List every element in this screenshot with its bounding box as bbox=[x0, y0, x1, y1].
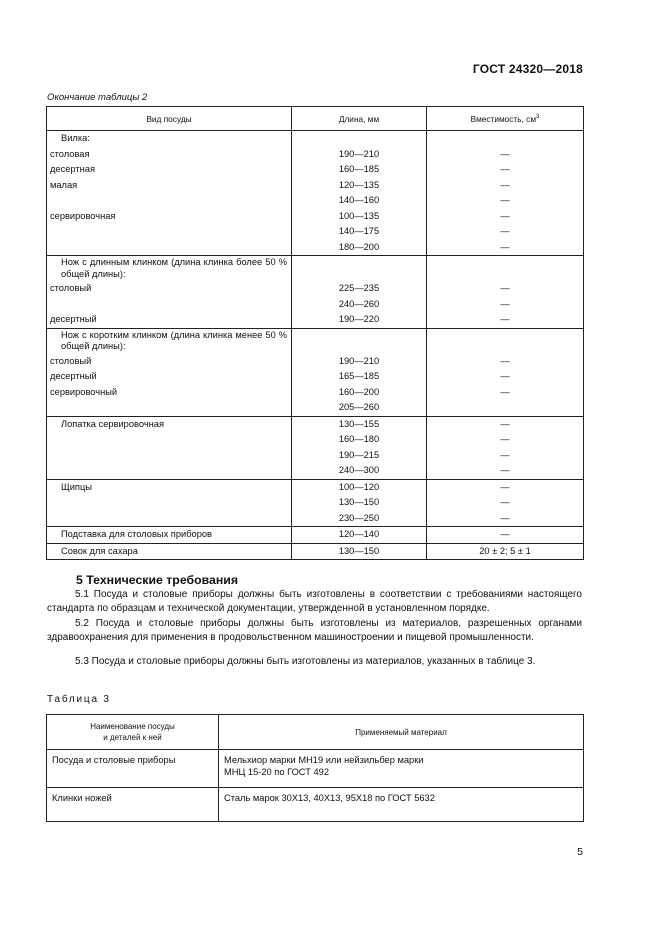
length-cell: 190—215 bbox=[292, 448, 427, 464]
table-3 bbox=[46, 714, 584, 822]
length-cell: 240—300 bbox=[292, 463, 427, 479]
length-cell bbox=[292, 131, 427, 147]
item-name-cell: Щипцы bbox=[47, 479, 292, 495]
table-row bbox=[47, 400, 584, 416]
col-header-capacity: Вместимость, $см^3$ bbox=[427, 107, 584, 131]
table-row bbox=[47, 162, 584, 178]
capacity-cell: — bbox=[427, 147, 584, 163]
item-name-cell: Лопатка сервировочная bbox=[47, 416, 292, 432]
table3-header-row bbox=[47, 715, 584, 750]
length-cell: 160—200 bbox=[292, 385, 427, 401]
capacity-cell: — bbox=[427, 511, 584, 527]
col-header-item-line2: и деталей к ней bbox=[103, 733, 162, 742]
capacity-cell: — bbox=[427, 162, 584, 178]
capacity-cell: — bbox=[427, 193, 584, 209]
item-cell: Клинки ножей bbox=[47, 788, 219, 822]
table-row bbox=[47, 178, 584, 194]
item-cell: Посуда и столовые приборы bbox=[47, 750, 219, 788]
length-cell: 240—260 bbox=[292, 297, 427, 313]
item-name-cell: сервировочная bbox=[47, 209, 292, 225]
capacity-cell: — bbox=[427, 385, 584, 401]
length-cell: 130—150 bbox=[292, 543, 427, 560]
item-name-cell: десертная bbox=[47, 162, 292, 178]
col-header-item-line1: Наименование посуды bbox=[90, 722, 175, 731]
item-name-cell bbox=[47, 193, 292, 209]
item-name-cell: столовая bbox=[47, 147, 292, 163]
capacity-cell: — bbox=[427, 209, 584, 225]
capacity-cell: — bbox=[427, 495, 584, 511]
section-5-title: 5 Технические требования bbox=[76, 573, 238, 587]
table-row bbox=[47, 511, 584, 527]
length-cell: 190—210 bbox=[292, 354, 427, 370]
length-cell: 160—180 bbox=[292, 432, 427, 448]
item-name-cell bbox=[47, 224, 292, 240]
col-header-length: Длина, мм bbox=[292, 107, 427, 131]
capacity-cell: — bbox=[427, 178, 584, 194]
table-row bbox=[47, 328, 584, 354]
length-cell: 130—155 bbox=[292, 416, 427, 432]
table-row bbox=[47, 354, 584, 370]
item-name-cell: столовый bbox=[47, 281, 292, 297]
table-row bbox=[47, 432, 584, 448]
length-cell bbox=[292, 328, 427, 354]
table-row bbox=[47, 193, 584, 209]
material-cell bbox=[219, 750, 584, 788]
capacity-cell: — bbox=[427, 479, 584, 495]
capacity-cell: — bbox=[427, 354, 584, 370]
length-cell: 100—135 bbox=[292, 209, 427, 225]
table-row bbox=[47, 256, 584, 282]
length-cell: 140—175 bbox=[292, 224, 427, 240]
capacity-cell bbox=[427, 131, 584, 147]
table-row bbox=[47, 240, 584, 256]
table-row bbox=[47, 224, 584, 240]
length-cell: 165—185 bbox=[292, 369, 427, 385]
table-row bbox=[47, 788, 584, 822]
length-cell: 100—120 bbox=[292, 479, 427, 495]
item-name-cell: столовый bbox=[47, 354, 292, 370]
item-name-cell: малая bbox=[47, 178, 292, 194]
capacity-cell: 20 ± 2; 5 ± 1 bbox=[427, 543, 584, 560]
length-cell: 190—210 bbox=[292, 147, 427, 163]
paragraph-5-2: 5.2 Посуда и столовые приборы должны быть изготовлены из материалов, разрешенных органами здравоохранения для применения в продовольственном машиностроении и пищевой промышленности. bbox=[47, 618, 582, 644]
table-row bbox=[47, 543, 584, 560]
length-cell: 230—250 bbox=[292, 511, 427, 527]
col-header-item bbox=[47, 715, 219, 750]
table2-caption: Окончание таблицы 2 bbox=[47, 92, 148, 103]
capacity-cell: — bbox=[427, 281, 584, 297]
table-row bbox=[47, 463, 584, 479]
length-cell bbox=[292, 256, 427, 282]
length-cell: 205—260 bbox=[292, 400, 427, 416]
length-cell: 140—160 bbox=[292, 193, 427, 209]
length-cell: 180—200 bbox=[292, 240, 427, 256]
item-name-cell: Нож с длинным клинком (длина клинка более 50 % общей длины): bbox=[47, 256, 292, 282]
table-row bbox=[47, 209, 584, 225]
length-cell: 190—220 bbox=[292, 312, 427, 328]
item-name-cell: Совок для сахара bbox=[47, 543, 292, 560]
table-2 bbox=[46, 106, 584, 560]
item-name-cell bbox=[47, 511, 292, 527]
table-row bbox=[47, 147, 584, 163]
capacity-cell: — bbox=[427, 527, 584, 544]
table-row bbox=[47, 369, 584, 385]
table3-caption: Таблица 3 bbox=[47, 694, 111, 705]
capacity-cell bbox=[427, 256, 584, 282]
capacity-cell: — bbox=[427, 463, 584, 479]
item-name-cell: десертный bbox=[47, 369, 292, 385]
item-name-cell: Вилка: bbox=[47, 131, 292, 147]
capacity-cell bbox=[427, 400, 584, 416]
table-row bbox=[47, 495, 584, 511]
capacity-cell: — bbox=[427, 312, 584, 328]
capacity-cell: — bbox=[427, 240, 584, 256]
material-line: МНЦ 15-20 по ГОСТ 492 bbox=[224, 767, 329, 777]
capacity-cell bbox=[427, 328, 584, 354]
item-name-cell bbox=[47, 432, 292, 448]
table-row bbox=[47, 281, 584, 297]
material-cell bbox=[219, 788, 584, 822]
length-cell: 120—140 bbox=[292, 527, 427, 544]
table-row bbox=[47, 479, 584, 495]
length-cell: 130—150 bbox=[292, 495, 427, 511]
length-cell: 225—235 bbox=[292, 281, 427, 297]
length-cell: 120—135 bbox=[292, 178, 427, 194]
table-row bbox=[47, 297, 584, 313]
table-row bbox=[47, 385, 584, 401]
material-line: Сталь марок 30Х13, 40Х13, 95Х18 по ГОСТ 5632 bbox=[224, 793, 435, 803]
item-name-cell: Подставка для столовых приборов bbox=[47, 527, 292, 544]
table2-body bbox=[47, 131, 584, 560]
document-code: ГОСТ 24320—2018 bbox=[472, 62, 583, 76]
item-name-cell bbox=[47, 463, 292, 479]
material-line: Мельхиор марки МН19 или нейзильбер марки bbox=[224, 755, 424, 765]
paragraph-5-3: 5.3 Посуда и столовые приборы должны быть изготовлены из материалов, указанных в таблице 3. bbox=[75, 656, 536, 667]
table-row bbox=[47, 750, 584, 788]
capacity-cell: — bbox=[427, 416, 584, 432]
item-name-cell: Нож с коротким клинком (длина клинка менее 50 % общей длины): bbox=[47, 328, 292, 354]
table2-header-row bbox=[47, 107, 584, 131]
item-name-cell bbox=[47, 448, 292, 464]
capacity-cell: — bbox=[427, 448, 584, 464]
item-name-cell: десертный bbox=[47, 312, 292, 328]
item-name-cell bbox=[47, 297, 292, 313]
item-name-cell bbox=[47, 400, 292, 416]
capacity-cell: — bbox=[427, 432, 584, 448]
table-row bbox=[47, 312, 584, 328]
col-header-name: Вид посуды bbox=[47, 107, 292, 131]
table-row bbox=[47, 131, 584, 147]
length-cell: 160—185 bbox=[292, 162, 427, 178]
table-row bbox=[47, 448, 584, 464]
page-number: 5 bbox=[577, 846, 583, 858]
item-name-cell bbox=[47, 240, 292, 256]
item-name-cell bbox=[47, 495, 292, 511]
table-row bbox=[47, 527, 584, 544]
capacity-cell: — bbox=[427, 224, 584, 240]
paragraph-5-1: 5.1 Посуда и столовые приборы должны быть изготовлены в соответствии с требованиями настоящего стандарта по образцам и технической документации, утвержденной в установленном порядке. bbox=[47, 589, 582, 615]
col-header-material: Применяемый материал bbox=[219, 715, 584, 750]
capacity-cell: — bbox=[427, 297, 584, 313]
capacity-cell: — bbox=[427, 369, 584, 385]
table-row bbox=[47, 416, 584, 432]
item-name-cell: сервировочный bbox=[47, 385, 292, 401]
